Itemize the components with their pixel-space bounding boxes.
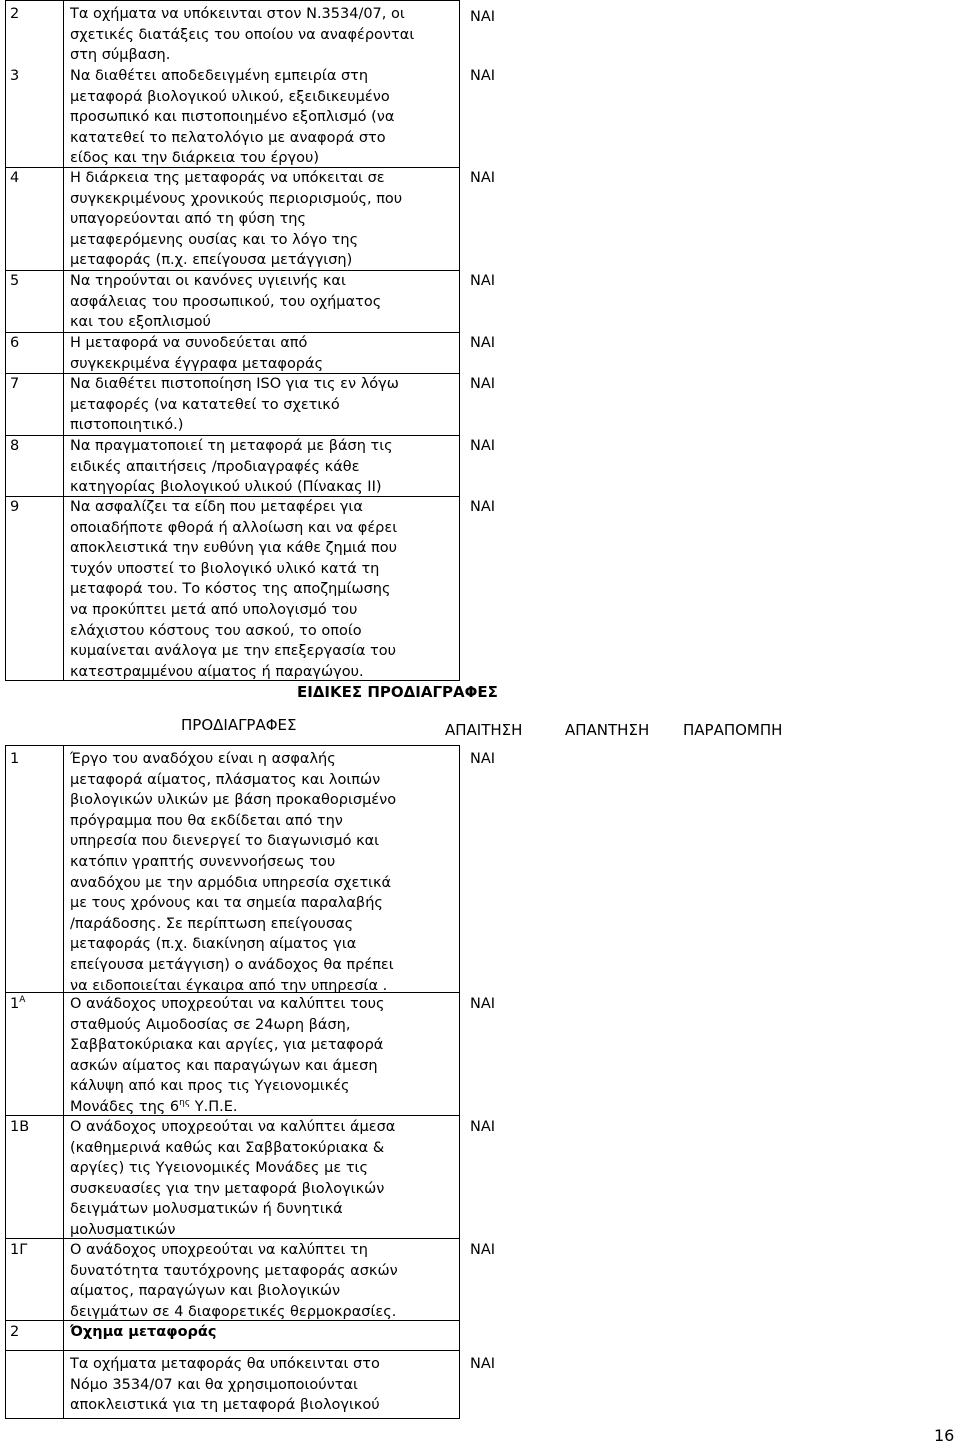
row-number: 1Β bbox=[10, 1119, 30, 1135]
column-header-requirement: ΑΠΑΙΤΗΣΗ bbox=[445, 721, 523, 739]
row-text: Να ασφαλίζει τα είδη που μεταφέρει για οποιαδήποτε φθορά ή αλλοίωση και να φέρει αποκλειστικά την ευθύνη για κάθε ζημιά που τυχόν υποστεί το βιολογικό υλικό κατά τη μεταφορά του. Το κόστος της αποζημίωσης να προκύπτει μετά από υπολογισμό του ελάχιστου κόστους του ασκού, το οποίο κυμαίνεται ανάλογα με την επεξεργασία του κατεστραμμένου αίματος ή παραγώγου. bbox=[70, 499, 398, 680]
row-number: 6 bbox=[10, 335, 20, 351]
row-number: 5 bbox=[10, 273, 20, 289]
requirement-answer: ΝΑΙ bbox=[470, 9, 496, 25]
row-text: Τα οχήματα να υπόκεινται στον Ν.3534/07, οι σχετικές διατάξεις του οποίου να αναφέρονται στη σύμβαση. bbox=[70, 6, 415, 64]
row-number: $1^A$ bbox=[10, 995, 26, 1012]
row-heading: Όχημα μεταφοράς bbox=[70, 1324, 217, 1340]
row-number: 2 bbox=[10, 1324, 20, 1340]
requirement-answer: ΝΑΙ bbox=[470, 499, 496, 515]
row-text: Να πραγματοποιεί τη μεταφορά με βάση τις ειδικές απαιτήσεις /προδιαγραφές κάθε κατηγορίας βιολογικού υλικού (Πίνακας ΙΙ) bbox=[70, 438, 393, 496]
row-text: Ο ανάδοχος υποχρεούται να καλύπτει τη δυνατότητα ταυτόχρονης μεταφοράς ασκών αίματος, παραγώγων και βιολογικών δειγμάτων σε 4 διαφορετικές θερμοκρασίες. bbox=[70, 1242, 398, 1320]
column-header-spec: ΠΡΟΔΙΑΓΡΑΦΕΣ bbox=[181, 716, 297, 734]
row-text: Ο ανάδοχος υποχρεούται να καλύπτει άμεσα (καθημερινά καθώς και Σαββατοκύριακα & αργίες) τις Υγειονομικές Μονάδες με τις συσκευασίες για την μεταφορά βιολογικών δειγμάτων μολυσματικών ή δυνητικά μολυσματικών bbox=[70, 1119, 396, 1238]
row-text: Να διαθέτει αποδεδειγμένη εμπειρία στη μεταφορά βιολογικού υλικού, εξειδικευμένο προσωπικό και πιστοποιημένο εξοπλισμό (να κατατεθεί το πελατολόγιο με αναφορά στο είδος και την διάρκεια του έργου) bbox=[70, 68, 395, 167]
column-header-reference: ΠΑΡΑΠΟΜΠΗ bbox=[683, 721, 783, 739]
section-title: ΕΙΔΙΚΕΣ ΠΡΟΔΙΑΓΡΑΦΕΣ bbox=[297, 683, 498, 701]
row-text: Να τηρούνται οι κανόνες υγιεινής και ασφάλειας του προσωπικού, του οχήματος και του εξοπλισμού bbox=[70, 273, 382, 331]
requirement-answer: ΝΑΙ bbox=[470, 751, 496, 767]
requirement-answer: ΝΑΙ bbox=[470, 273, 496, 289]
table1-top-border bbox=[5, 0, 460, 1]
row-number: 8 bbox=[10, 438, 20, 454]
requirement-answer: ΝΑΙ bbox=[470, 1242, 496, 1258]
requirement-answer: ΝΑΙ bbox=[470, 438, 496, 454]
requirement-answer: ΝΑΙ bbox=[470, 170, 496, 186]
column-header-response: ΑΠΑΝΤΗΣΗ bbox=[565, 721, 650, 739]
table2-col-divider bbox=[459, 745, 460, 1419]
page-number: 16 bbox=[934, 1426, 955, 1445]
table2-bottom-border bbox=[5, 1418, 460, 1419]
requirement-answer: ΝΑΙ bbox=[470, 68, 496, 84]
row-text: Να διαθέτει πιστοποίηση ISO για τις εν λόγω μεταφορές (να κατατεθεί το σχετικό πιστοποιητικό.) bbox=[70, 376, 399, 434]
table2-row-divider bbox=[5, 1350, 460, 1351]
row-number: 9 bbox=[10, 499, 20, 515]
requirement-answer: ΝΑΙ bbox=[470, 1356, 496, 1372]
requirement-answer: ΝΑΙ bbox=[470, 996, 496, 1012]
requirement-answer: ΝΑΙ bbox=[470, 335, 496, 351]
table1-col-divider bbox=[459, 0, 460, 681]
row-number: 3 bbox=[10, 68, 20, 84]
requirement-answer: ΝΑΙ bbox=[470, 1119, 496, 1135]
table1-left-border bbox=[5, 0, 6, 681]
row-text: Η διάρκεια της μεταφοράς να υπόκειται σε συγκεκριμένους χρονικούς περιορισμούς, που υπαγορεύονται από τη φύση της μεταφερόμενης ουσίας και το λόγο της μεταφοράς (π.χ. επείγουσα μετάγγιση) bbox=[70, 170, 403, 269]
row-number: 7 bbox=[10, 376, 20, 392]
row-text: Τα οχήματα μεταφοράς θα υπόκεινται στο Νόμο 3534/07 και θα χρησιμοποιούνται αποκλειστικά για τη μεταφορά βιολογικού bbox=[70, 1356, 380, 1414]
row-number-superscript: Α bbox=[19, 995, 26, 1006]
table2-header-border bbox=[5, 745, 460, 746]
requirement-answer: ΝΑΙ bbox=[470, 376, 496, 392]
row-number: 1 bbox=[10, 751, 20, 767]
row-number: 1Γ bbox=[10, 1242, 28, 1258]
row-text: Έργο του αναδόχου είναι η ασφαλής μεταφορά αίματος, πλάσματος και λοιπών βιολογικών υλικών με βάση προκαθορισμένο πρόγραμμα που θα εκδίδεται από την υπηρεσία που διενεργεί το διαγωνισμό και κατόπιν γραπτής συνεννοήσεως του αναδόχου με την αρμόδια υπηρεσία σχετικά με τους χρόνους και τα σημεία παραλαβής /παράδοσης. Σε περίπτωση επείγουσας μεταφοράς (π.χ. διακίνηση αίματος για επείγουσα μετάγγιση) ο ανάδοχος θα πρέπει να ειδοποιείται έγκαιρα από την υπηρεσία . bbox=[70, 751, 397, 994]
row-number: 4 bbox=[10, 170, 20, 186]
table2-left-border bbox=[5, 745, 6, 1419]
row-text: Ο ανάδοχος υποχρεούται να καλύπτει τους σταθμούς Αιμοδοσίας σε 24ωρη βάση, Σαββατοκύριακα και αργίες, για μεταφορά ασκών αίματος και παραγώγων και άμεση κάλυψη από και προς τις Υγειονομικές Μονάδες της $6^{\eta\varsigma}$ Υ.Π.Ε. bbox=[70, 996, 385, 1115]
row-number: 2 bbox=[10, 6, 20, 22]
table1-col-divider bbox=[63, 0, 64, 681]
table2-col-divider bbox=[63, 745, 64, 1419]
row-text: Η μεταφορά να συνοδεύεται από συγκεκριμένα έγγραφα μεταφοράς bbox=[70, 335, 324, 372]
